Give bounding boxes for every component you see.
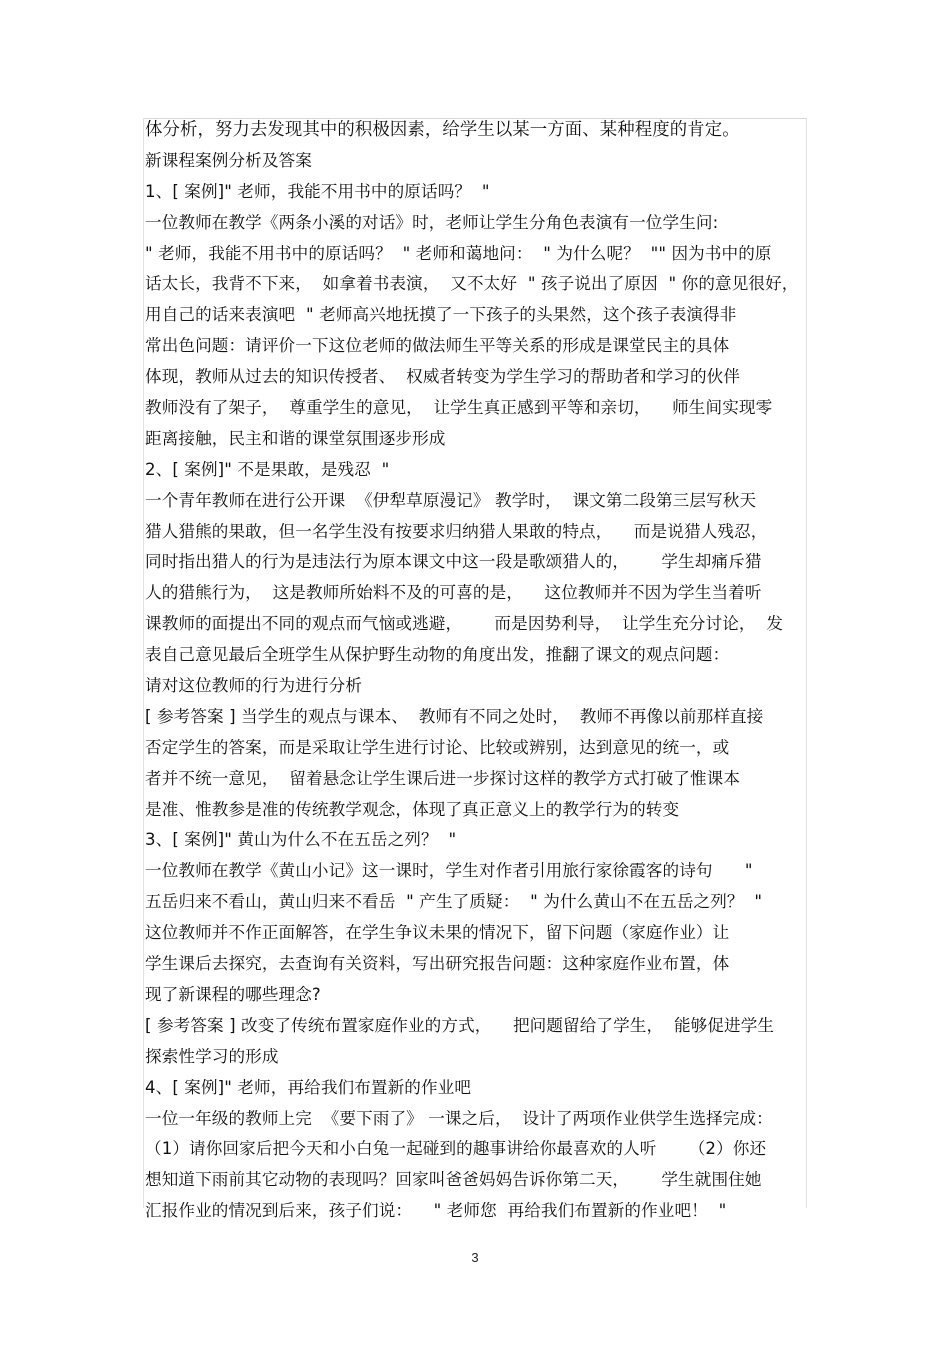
text-line: 话太长，我背不下来， 如拿着书表演， 又不太好 " 孩子说出了原因 " 你的意见很好， (145, 274, 799, 294)
text-line: （1）请你回家后把今天和小白兔一起碰到的趣事讲给你最喜欢的人听 （2）你还 (145, 1139, 767, 1159)
page-number: 3 (471, 1250, 479, 1265)
case-title: 1、[ 案例]" 老师，我能不用书中的原话吗？ " (145, 181, 490, 201)
text-line: 一个青年教师在进行公开课 《伊犁草原漫记》 教学时， 课文第二段第三层写秋天 (145, 490, 757, 510)
text-line: 汇报作业的情况到后来，孩子们说： " 老师您 再给我们布置新的作业吧！ " (145, 1201, 727, 1221)
text-line: 学生课后去探究，去查询有关资料，写出研究报告问题：这种家庭作业布置，体 (145, 954, 730, 974)
text-line: 常出色问题：请评价一下这位老师的做法师生平等关系的形成是课堂民主的具体 (145, 336, 730, 356)
text-line: 表自己意见最后全班学生从保护野生动物的角度出发，推翻了课文的观点问题： (145, 645, 730, 665)
case-title: 4、[ 案例]" 老师，再给我们布置新的作业吧 (145, 1077, 472, 1097)
text-line: 体分析，努力去发现其中的积极因素，给学生以某一方面、某种程度的肯定。 (145, 120, 740, 140)
text-frame-left-border (143, 118, 144, 1208)
text-line: 探索性学习的形成 (145, 1046, 279, 1066)
text-line: 否定学生的答案，而是采取让学生进行讨论、比较或辨别，达到意见的统一，或 (145, 737, 730, 757)
text-line: 是准、惟教参是准的传统教学观念，体现了真正意义上的教学行为的转变 (145, 799, 680, 819)
text-line: 请对这位教师的行为进行分析 (145, 676, 363, 696)
text-line: 一位一年级的教师上完 《要下雨了》 一课之后， 设计了两项作业供学生选择完成： (145, 1108, 773, 1128)
text-line: 五岳归来不看山，黄山归来不看岳 " 产生了质疑： " 为什么黄山不在五岳之列？ " (145, 892, 763, 912)
case-title: 3、[ 案例]" 黄山为什么不在五岳之列？ " (145, 830, 457, 850)
text-line: 教师没有了架子， 尊重学生的意见， 让学生真正感到平等和亲切， 师生间实现零 (145, 398, 773, 418)
reference-answer-line: [ 参考答案 ] 当学生的观点与课本、 教师有不同之处时， 教师不再像以前那样直接 (145, 706, 764, 726)
text-line: 一位教师在教学《两条小溪的对话》时，老师让学生分角色表演有一位学生问: (145, 212, 719, 232)
text-line: 想知道下雨前其它动物的表现吗？回家叫爸爸妈妈告诉你第二天， 学生就围住她 (145, 1170, 762, 1190)
reference-answer-line: [ 参考答案 ] 改变了传统布置家庭作业的方式， 把问题留给了学生， 能够促进学生 (145, 1015, 775, 1035)
text-line: 用自己的话来表演吧 " 老师高兴地抚摸了一下孩子的头果然，这个孩子表演得非 (145, 305, 737, 325)
document-body (145, 115, 807, 1227)
text-line: 人的猎熊行为， 这是教师所始料不及的可喜的是， 这位教师并不因为学生当着听 (145, 583, 762, 603)
text-line: 距离接触，民主和谐的课堂氛围逐步形成 (145, 428, 446, 448)
section-heading: 新课程案例分析及答案 (145, 150, 312, 170)
text-line: 这位教师并不作正面解答，在学生争议未果的情况下，留下问题（家庭作业）让 (145, 923, 730, 943)
text-line: 同时指出猎人的行为是违法行为原本课文中这一段是歌颂猎人的， 学生却痛斥猎 (145, 552, 762, 572)
case-title: 2、[ 案例]" 不是果敢，是残忍 " (145, 459, 390, 479)
text-line: 体现，教师从过去的知识传授者、 权威者转变为学生学习的帮助者和学习的伙伴 (145, 367, 741, 387)
text-line: 猎人猎熊的果敢，但一名学生没有按要求归纳猎人果敢的特点， 而是说猎人残忍， (145, 521, 768, 541)
text-line: 现了新课程的哪些理念? (145, 984, 321, 1004)
text-line: 者并不统一意见， 留着悬念让学生课后进一步探讨这样的教学方式打破了惟课本 (145, 768, 741, 788)
text-line: " 老师，我能不用书中的原话吗？ " 老师和蔼地问： " 为什么呢？ "" 因为书中的原 (145, 243, 772, 263)
text-line: 课教师的面提出不同的观点而气恼或逃避， 而是因势利导， 让学生充分讨论， 发 (145, 614, 784, 634)
text-line: 一位教师在教学《黄山小记》这一课时，学生对作者引用旅行家徐霞客的诗句 " (145, 861, 753, 881)
